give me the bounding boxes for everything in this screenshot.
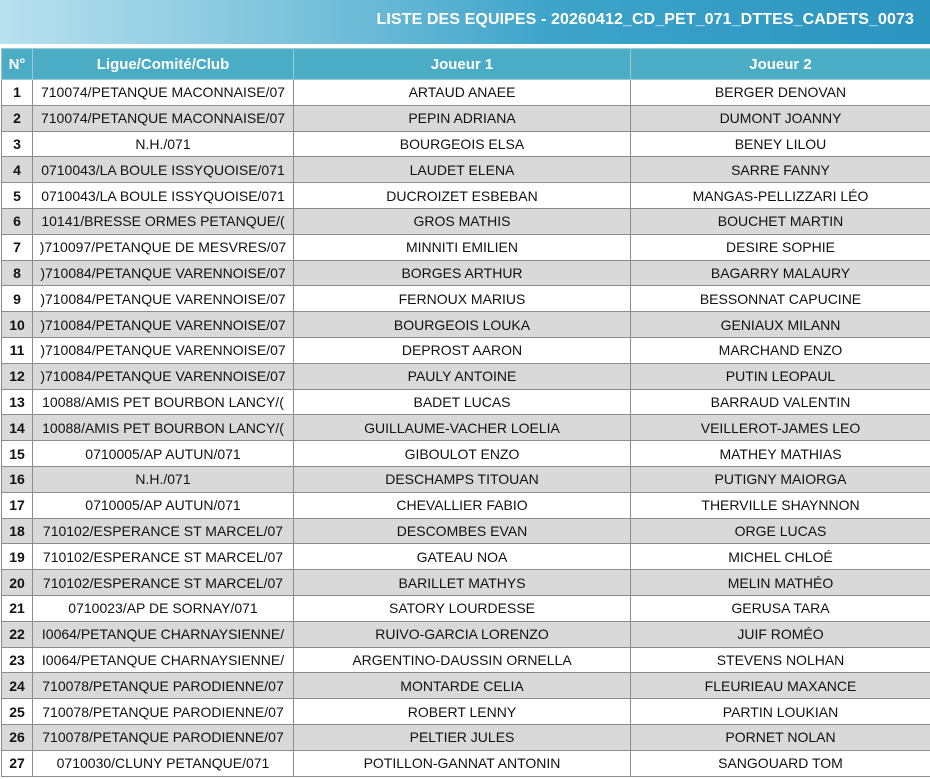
player-1-cell: PAULY ANTOINE — [294, 363, 631, 389]
player-1-cell: DESCHAMPS TITOUAN — [294, 466, 631, 492]
player-2-cell: SANGOUARD TOM — [631, 750, 930, 776]
player-2-cell: PORNET NOLAN — [631, 724, 930, 750]
table-row — [2, 724, 930, 750]
player-2-cell: DESIRE SOPHIE — [631, 234, 930, 260]
player-2-cell: VEILLEROT-JAMES LEO — [631, 415, 930, 441]
player-1-cell: BOURGEOIS LOUKA — [294, 312, 631, 338]
player-1-cell: GATEAU NOA — [294, 544, 631, 570]
club-cell: )710084/PETANQUE VARENNOISE/07 — [33, 286, 294, 312]
club-cell: 710102/ESPERANCE ST MARCEL/07 — [33, 544, 294, 570]
team-number-cell: 8 — [2, 260, 33, 286]
teams-table — [1, 48, 930, 777]
team-number-cell: 20 — [2, 570, 33, 596]
club-cell: N.H./071 — [33, 466, 294, 492]
player-1-cell: GROS MATHIS — [294, 208, 631, 234]
team-number-cell: 11 — [2, 337, 33, 363]
table-header-row — [2, 49, 930, 80]
table-row — [2, 389, 930, 415]
table-row — [2, 750, 930, 776]
player-2-cell: BAGARRY MALAURY — [631, 260, 930, 286]
club-cell: 710078/PETANQUE PARODIENNE/07 — [33, 673, 294, 699]
club-cell: )710097/PETANQUE DE MESVRES/07 — [33, 234, 294, 260]
player-2-cell: THERVILLE SHAYNNON — [631, 492, 930, 518]
player-2-cell: MANGAS-PELLIZZARI LÉO — [631, 183, 930, 209]
club-cell: 710078/PETANQUE PARODIENNE/07 — [33, 724, 294, 750]
player-2-cell: PARTIN LOUKIAN — [631, 699, 930, 725]
club-cell: 10088/AMIS PET BOURBON LANCY/( — [33, 389, 294, 415]
club-cell: 710102/ESPERANCE ST MARCEL/07 — [33, 570, 294, 596]
table-row — [2, 621, 930, 647]
team-number-cell: 16 — [2, 466, 33, 492]
table-row — [2, 286, 930, 312]
table-row — [2, 157, 930, 183]
team-number-cell: 23 — [2, 647, 33, 673]
player-2-cell: GERUSA TARA — [631, 595, 930, 621]
club-cell: 0710043/LA BOULE ISSYQUOISE/071 — [33, 183, 294, 209]
club-cell: )710084/PETANQUE VARENNOISE/07 — [33, 337, 294, 363]
column-header-number: N° — [2, 49, 33, 80]
team-number-cell: 22 — [2, 621, 33, 647]
player-1-cell: PELTIER JULES — [294, 724, 631, 750]
club-cell: I0064/PETANQUE CHARNAYSIENNE/ — [33, 621, 294, 647]
table-row — [2, 183, 930, 209]
table-row — [2, 415, 930, 441]
table-row — [2, 208, 930, 234]
table-row — [2, 234, 930, 260]
player-1-cell: DESCOMBES EVAN — [294, 518, 631, 544]
team-number-cell: 1 — [2, 80, 33, 106]
player-2-cell: BESSONNAT CAPUCINE — [631, 286, 930, 312]
player-1-cell: ROBERT LENNY — [294, 699, 631, 725]
column-header-club: Ligue/Comité/Club — [33, 49, 294, 80]
team-number-cell: 25 — [2, 699, 33, 725]
team-number-cell: 4 — [2, 157, 33, 183]
table-row — [2, 673, 930, 699]
player-1-cell: RUIVO-GARCIA LORENZO — [294, 621, 631, 647]
table-row — [2, 312, 930, 338]
team-number-cell: 9 — [2, 286, 33, 312]
club-cell: )710084/PETANQUE VARENNOISE/07 — [33, 312, 294, 338]
player-2-cell: BENEY LILOU — [631, 131, 930, 157]
team-number-cell: 26 — [2, 724, 33, 750]
player-1-cell: BARILLET MATHYS — [294, 570, 631, 596]
team-number-cell: 14 — [2, 415, 33, 441]
team-number-cell: 18 — [2, 518, 33, 544]
club-cell: 0710030/CLUNY PETANQUE/071 — [33, 750, 294, 776]
team-number-cell: 10 — [2, 312, 33, 338]
club-cell: 710102/ESPERANCE ST MARCEL/07 — [33, 518, 294, 544]
player-2-cell: BOUCHET MARTIN — [631, 208, 930, 234]
team-number-cell: 27 — [2, 750, 33, 776]
player-1-cell: CHEVALLIER FABIO — [294, 492, 631, 518]
club-cell: 0710043/LA BOULE ISSYQUOISE/071 — [33, 157, 294, 183]
team-number-cell: 5 — [2, 183, 33, 209]
player-2-cell: MICHEL CHLOÉ — [631, 544, 930, 570]
table-row — [2, 363, 930, 389]
club-cell: )710084/PETANQUE VARENNOISE/07 — [33, 260, 294, 286]
club-cell: 0710005/AP AUTUN/071 — [33, 441, 294, 467]
player-2-cell: SARRE FANNY — [631, 157, 930, 183]
player-1-cell: POTILLON-GANNAT ANTONIN — [294, 750, 631, 776]
table-row — [2, 570, 930, 596]
table-row — [2, 131, 930, 157]
club-cell: 710078/PETANQUE PARODIENNE/07 — [33, 699, 294, 725]
player-1-cell: BOURGEOIS ELSA — [294, 131, 631, 157]
table-row — [2, 80, 930, 106]
table-row — [2, 595, 930, 621]
club-cell: 0710023/AP DE SORNAY/071 — [33, 595, 294, 621]
player-2-cell: ORGE LUCAS — [631, 518, 930, 544]
table-row — [2, 647, 930, 673]
table-row — [2, 699, 930, 725]
team-number-cell: 21 — [2, 595, 33, 621]
player-1-cell: MINNITI EMILIEN — [294, 234, 631, 260]
player-1-cell: ARTAUD ANAEE — [294, 80, 631, 106]
player-1-cell: BORGES ARTHUR — [294, 260, 631, 286]
player-1-cell: BADET LUCAS — [294, 389, 631, 415]
club-cell: 710074/PETANQUE MACONNAISE/07 — [33, 105, 294, 131]
table-row — [2, 260, 930, 286]
column-header-player-2: Joueur 2 — [631, 49, 930, 80]
player-1-cell: FERNOUX MARIUS — [294, 286, 631, 312]
team-number-cell: 13 — [2, 389, 33, 415]
team-number-cell: 17 — [2, 492, 33, 518]
player-2-cell: PUTIN LEOPAUL — [631, 363, 930, 389]
player-1-cell: SATORY LOURDESSE — [294, 595, 631, 621]
player-2-cell: JUIF ROMÉO — [631, 621, 930, 647]
player-2-cell: FLEURIEAU MAXANCE — [631, 673, 930, 699]
club-cell: 10088/AMIS PET BOURBON LANCY/( — [33, 415, 294, 441]
player-1-cell: MONTARDE CELIA — [294, 673, 631, 699]
team-number-cell: 19 — [2, 544, 33, 570]
club-cell: )710084/PETANQUE VARENNOISE/07 — [33, 363, 294, 389]
player-2-cell: PUTIGNY MAIORGA — [631, 466, 930, 492]
player-2-cell: BERGER DENOVAN — [631, 80, 930, 106]
table-row — [2, 466, 930, 492]
player-1-cell: ARGENTINO-DAUSSIN ORNELLA — [294, 647, 631, 673]
player-1-cell: DUCROIZET ESBEBAN — [294, 183, 631, 209]
player-2-cell: GENIAUX MILANN — [631, 312, 930, 338]
team-number-cell: 2 — [2, 105, 33, 131]
table-row — [2, 105, 930, 131]
club-cell: 0710005/AP AUTUN/071 — [33, 492, 294, 518]
player-2-cell: MELIN MATHÉO — [631, 570, 930, 596]
club-cell: I0064/PETANQUE CHARNAYSIENNE/ — [33, 647, 294, 673]
club-cell: 10141/BRESSE ORMES PETANQUE/( — [33, 208, 294, 234]
page-title: LISTE DES EQUIPES - 20260412_CD_PET_071_DTTES_CADETS_0073 — [376, 11, 914, 28]
club-cell: 710074/PETANQUE MACONNAISE/07 — [33, 80, 294, 106]
table-row — [2, 441, 930, 467]
player-2-cell: MARCHAND ENZO — [631, 337, 930, 363]
table-row — [2, 337, 930, 363]
team-number-cell: 12 — [2, 363, 33, 389]
club-cell: N.H./071 — [33, 131, 294, 157]
team-number-cell: 15 — [2, 441, 33, 467]
table-row — [2, 492, 930, 518]
player-2-cell: STEVENS NOLHAN — [631, 647, 930, 673]
title-bar — [0, 0, 930, 44]
player-1-cell: DEPROST AARON — [294, 337, 631, 363]
player-1-cell: PEPIN ADRIANA — [294, 105, 631, 131]
team-number-cell: 24 — [2, 673, 33, 699]
player-2-cell: BARRAUD VALENTIN — [631, 389, 930, 415]
player-2-cell: MATHEY MATHIAS — [631, 441, 930, 467]
column-header-player-1: Joueur 1 — [294, 49, 631, 80]
table-row — [2, 518, 930, 544]
player-1-cell: GIBOULOT ENZO — [294, 441, 631, 467]
player-1-cell: LAUDET ELENA — [294, 157, 631, 183]
team-number-cell: 3 — [2, 131, 33, 157]
table-body — [2, 80, 930, 777]
team-number-cell: 6 — [2, 208, 33, 234]
player-2-cell: DUMONT JOANNY — [631, 105, 930, 131]
team-number-cell: 7 — [2, 234, 33, 260]
table-row — [2, 544, 930, 570]
player-1-cell: GUILLAUME-VACHER LOELIA — [294, 415, 631, 441]
